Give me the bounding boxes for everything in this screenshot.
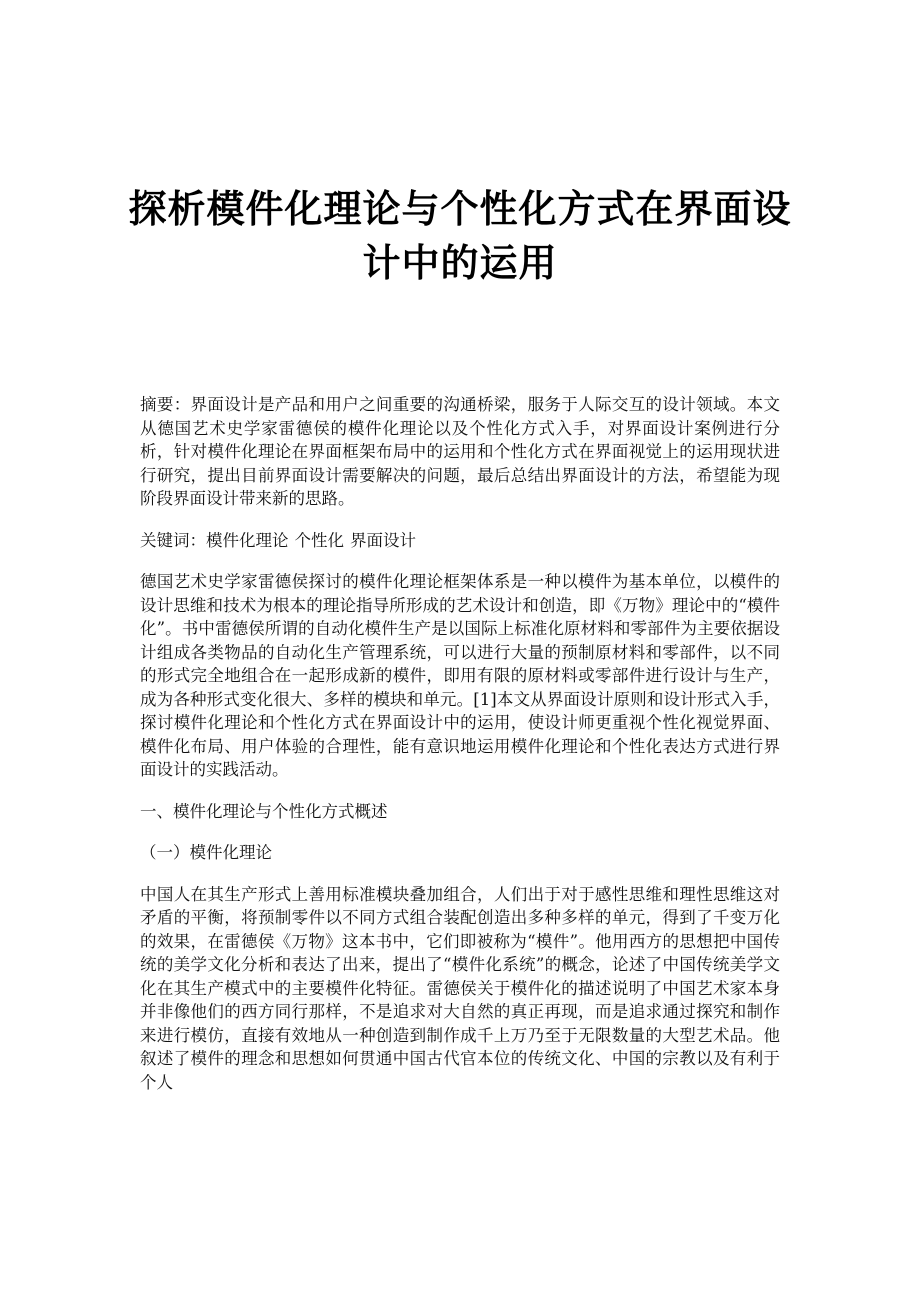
keyword: 模件化理论 bbox=[206, 530, 289, 550]
subsection-heading: （一）模件化理论 bbox=[140, 843, 272, 862]
keywords-label: 关键词： bbox=[140, 530, 206, 550]
keyword: 界面设计 bbox=[350, 530, 416, 550]
abstract-paragraph: 摘要：界面设计是产品和用户之间重要的沟通桥梁，服务于人际交互的设计领域。本文从德国艺术史学家雷德侯的模件化理论以及个性化方式入手，对界面设计案例进行分析，针对模件化理论在界面框架布局中的运用和个性化方式在界面视觉上的运用现状进行研究，提出目前界面设计需要解决的问题，最后总结出界面设计的方法，希望能为现阶段界面设计带来新的思路。 bbox=[140, 395, 780, 508]
keywords-line bbox=[140, 529, 780, 553]
body-paragraph: 中国人在其生产形式上善用标准模块叠加组合，人们出于对于感性思维和理性思维这对矛盾的平衡，将预制零件以不同方式组合装配创造出多种多样的单元，得到了千变万化的效果，在雷德侯《万物》这本书中，它们即被称为“模件”。他用西方的思想把中国传统的美学文化分析和表达了出来，提出了“模件化系统”的概念，论述了中国传统美学文化在其生产模式中的主要模件化特征。雷德侯关于模件化的描述说明了中国艺术家本身并非像他们的西方同行那样，不是追求对大自然的真正再现，而是追求通过探究和制作来进行模仿，直接有效地从一种创造到制作成千上万乃至于无限数量的大型艺术品。他叙述了模件的理念和思想如何贯通中国古代官本位的传统文化、中国的宗教以及有利于个人 bbox=[140, 884, 780, 1092]
document-title: 探析模件化理论与个性化方式在界面设计中的运用 bbox=[128, 187, 792, 285]
section-heading: 一、模件化理论与个性化方式概述 bbox=[140, 801, 388, 821]
intro-paragraph: 德国艺术史学家雷德侯探讨的模件化理论框架体系是一种以模件为基本单位，以模件的设计思维和技术为根本的理论指导所形成的艺术设计和创造，即《万物》理论中的“模件化”。书中雷德侯所谓的自动化模件生产是以国际上标准化原材料和零部件为主要依据设计组成各类物品的自动化生产管理系统，可以进行大量的预制原材料和零部件，以不同的形式完全地组合在一起形成新的模件，即用有限的原材料或零部件进行设计与生产，成为各种形式变化很大、多样的模块和单元。[1]本文从界面设计原则和设计形式入手，探讨模件化理论和个性化方式在界面设计中的运用，使设计师更重视个性化视觉界面、模件化布局、用户体验的合理性，能有意识地运用模件化理论和个性化表达方式进行界面设计的实践活动。 bbox=[140, 572, 780, 779]
keyword: 个性化 bbox=[294, 530, 344, 550]
document-body bbox=[140, 393, 780, 1112]
